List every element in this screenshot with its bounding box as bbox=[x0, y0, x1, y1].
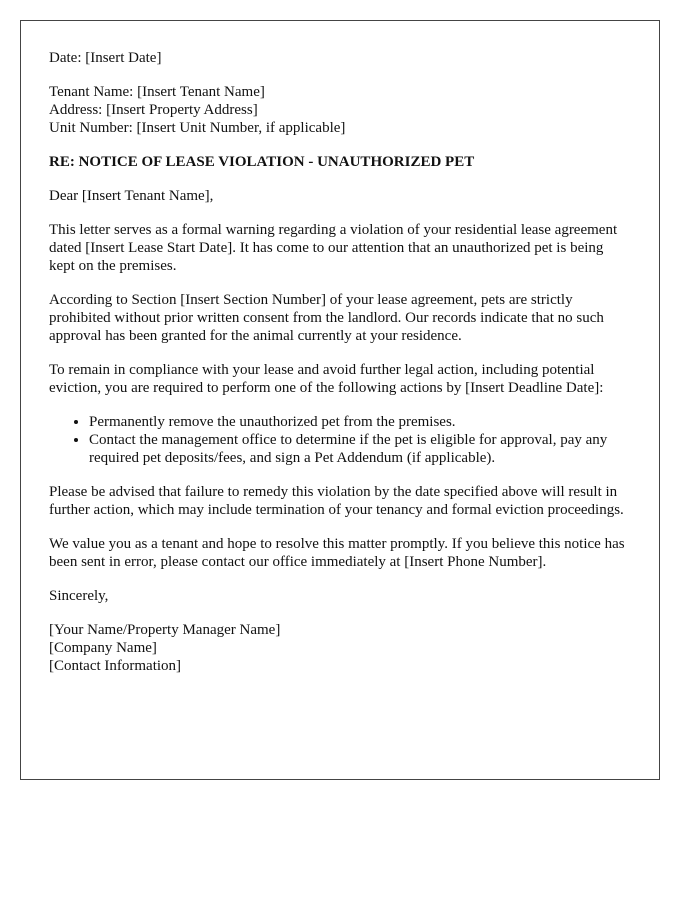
paragraph-consequences: Please be advised that failure to remedy this violation by the date specified above will result in further action, which may include termination of your tenancy and formal eviction proceedings. bbox=[49, 484, 624, 518]
signature-company: [Company Name] bbox=[49, 640, 157, 656]
letter-container bbox=[20, 20, 660, 780]
address-line: Address: [Insert Property Address] bbox=[49, 102, 258, 118]
sign-off: Sincerely, bbox=[49, 588, 109, 604]
signature-contact: [Contact Information] bbox=[49, 658, 182, 674]
subject-line: RE: NOTICE OF LEASE VIOLATION - UNAUTHORIZED PET bbox=[49, 154, 475, 170]
paragraph-warning: This letter serves as a formal warning regarding a violation of your residential lease agreement dated [Insert Lease Start Date]. It has come to our attention that an unauthorized pet is being kept on the premises. bbox=[49, 222, 618, 274]
paragraph-contact: We value you as a tenant and hope to resolve this matter promptly. If you believe this notice has been sent in error, please contact our office immediately at [Insert Phone Number]. bbox=[49, 536, 625, 570]
paragraph-required-actions: To remain in compliance with your lease and avoid further legal action, including potential eviction, you are required to perform one of the following actions by [Insert Deadline Date]: bbox=[49, 362, 604, 396]
list-item: • Permanently remove the unauthorized pet from the premises. bbox=[89, 413, 631, 431]
paragraph-lease-section: According to Section [Insert Section Number] of your lease agreement, pets are strictly prohibited without prior written consent from the landlord. Our records indicate that no such approval has been granted for the animal currently at your residence. bbox=[49, 292, 604, 344]
salutation: Dear [Insert Tenant Name], bbox=[49, 188, 214, 204]
list-item: • Contact the management office to determine if the pet is eligible for approval, pay any required pet deposits/fees, and sign a Pet Addendum (if applicable). bbox=[89, 431, 631, 467]
signature-block bbox=[49, 621, 631, 675]
signature-name: [Your Name/Property Manager Name] bbox=[49, 622, 281, 638]
tenant-name-line: Tenant Name: [Insert Tenant Name] bbox=[49, 84, 265, 100]
date-line: Date: [Insert Date] bbox=[49, 50, 162, 66]
recipient-block bbox=[49, 83, 631, 137]
unit-number-line: Unit Number: [Insert Unit Number, if applicable] bbox=[49, 120, 346, 136]
actions-list bbox=[49, 413, 631, 467]
